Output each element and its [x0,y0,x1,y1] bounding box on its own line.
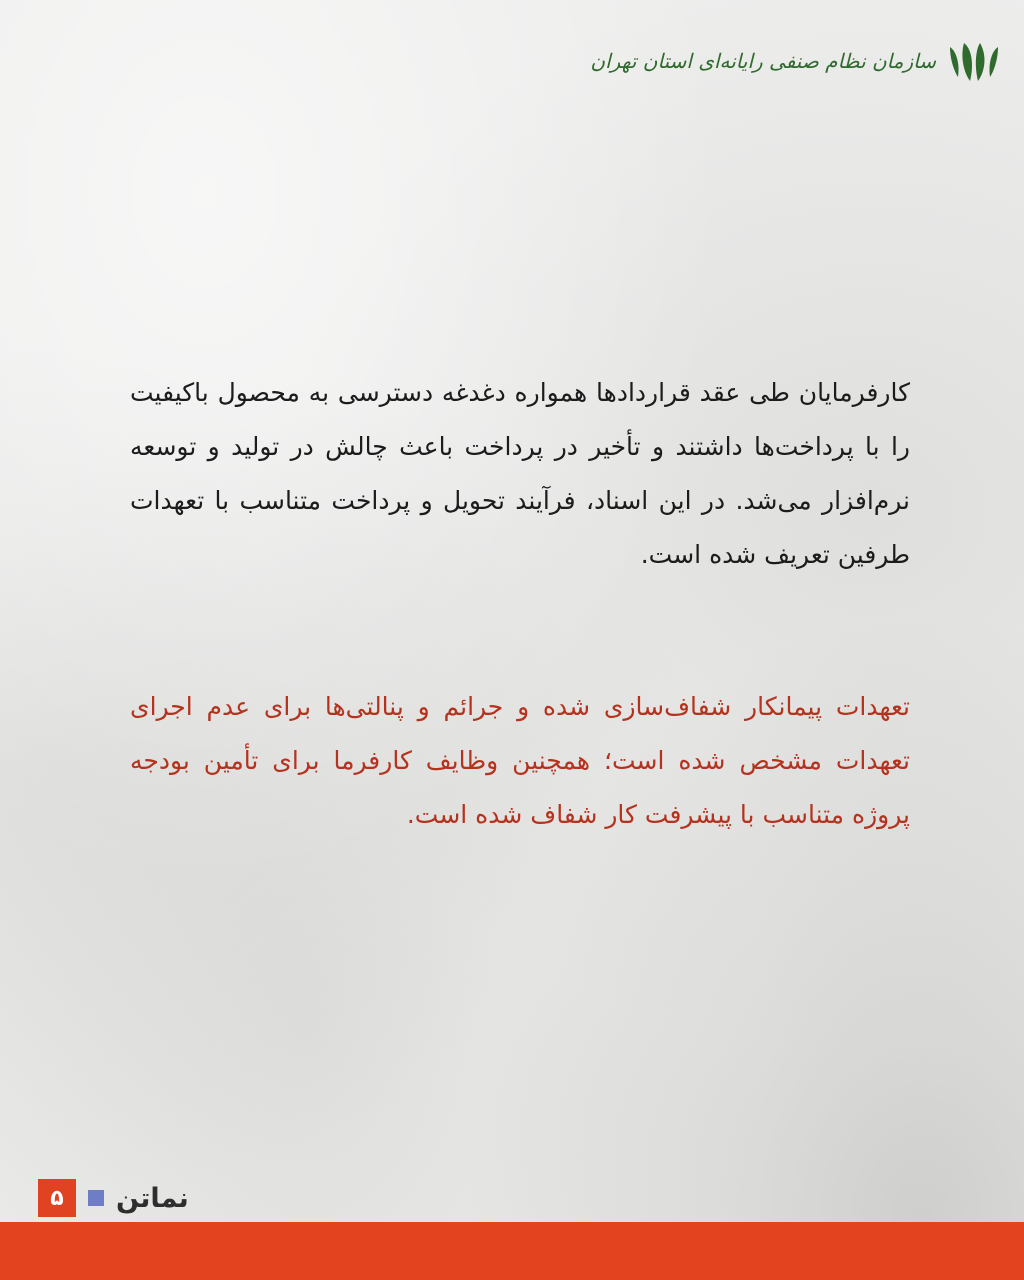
footer-bar [0,1222,1024,1280]
leaf-logo-icon [946,37,1002,85]
body-paragraph-1: کارفرمایان طی عقد قراردادها همواره دغدغه دسترسی به محصول باکیفیت را با پرداخت‌ها داشتند و تأخیر در پرداخت باعث چالش در تولید و توسعه نرم‌افزار می‌شد. در این اسناد، فرآیند تحویل و پرداخت متناسب با تعهدات طرفین تعریف شده است. [130,378,910,569]
brand-square-icon [88,1190,104,1206]
org-logo [590,34,1002,88]
org-name: سازمان نظام صنفی رایانه‌ای استان تهران [590,49,936,73]
body-paragraph-2-highlight: تعهدات پیمانکار شفاف‌سازی شده و جرائم و پنالتی‌ها برای عدم اجرای تعهدات مشخص شده است؛ همچنین وظایف کارفرما برای تأمین بودجه پروژه متناسب با پیشرفت کار شفاف شده است. [130,692,910,829]
footer-brand [38,1178,189,1218]
page-number-badge: ۵ [38,1179,76,1217]
brand-name: نماتن [116,1182,189,1214]
